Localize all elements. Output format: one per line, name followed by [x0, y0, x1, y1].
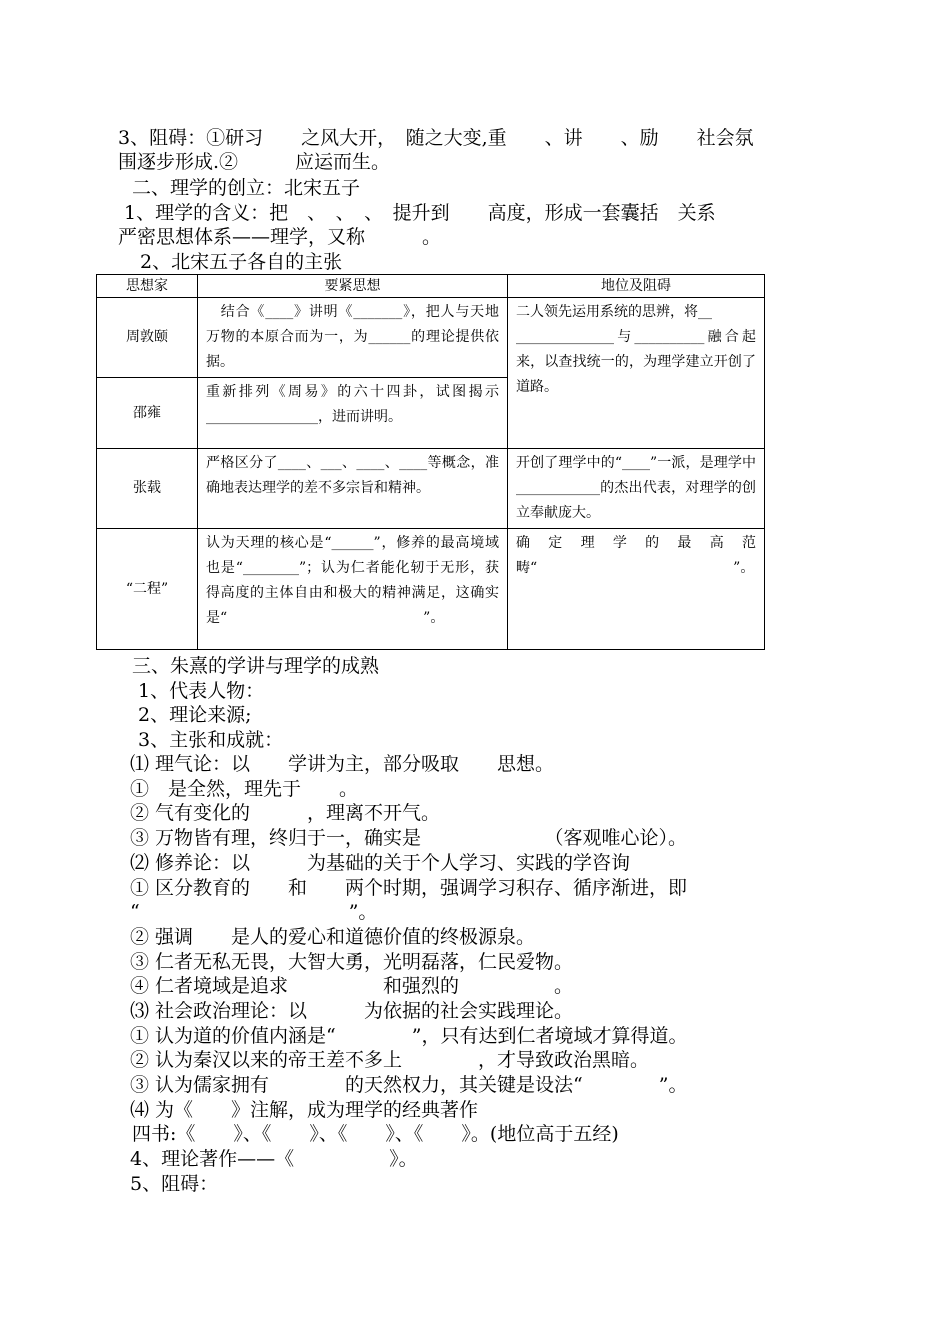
thinker-name: “二程”: [97, 529, 198, 650]
thinker-thought: 结合《____》讲明《_______》，把人与天地万物的本原合而为一，为______的理论提供依据。: [198, 298, 508, 378]
annotation-line: ⑷ 为《 》注解，成为理学的经典著作: [130, 1099, 479, 1121]
table-header-row: [97, 275, 765, 298]
politics-item-2: ② 认为秦汉以来的帝王差不多上 ，才导致政治黑暗。: [130, 1049, 650, 1071]
thinker-name: 周敦颐: [97, 298, 198, 378]
politics-item-3: ③ 认为儒家拥有 的天然权力，其关键是设法“ ”。: [130, 1074, 688, 1096]
representative-line: 1、代表人物：: [132, 680, 265, 702]
section-heading-founding: 二、理学的创立：北宋五子: [132, 177, 361, 199]
li-qi-item-1: ① 是全然，理先于 。: [130, 778, 359, 800]
works-line: 4、理论著作——《 》。: [130, 1148, 418, 1170]
politics-item-1: ① 认为道的价值内涵是“ ”，只有达到仁者境域才算得道。: [130, 1025, 688, 1047]
influence-line: 5、阻碍：: [130, 1173, 219, 1195]
thinkers-table: [96, 274, 765, 650]
thinker-thought: 重新排列《周易》的六十四卦，试图揭示________________，进而讲明。: [198, 378, 508, 449]
thinker-thought: 严格区分了____、___、____、____等概念，准确地表达理学的差不多宗旨和精神。: [198, 449, 508, 529]
li-qi-item-2: ② 气有变化的 ，理离不开气。: [130, 802, 441, 824]
claims-heading: 3、主张和成就：: [132, 729, 284, 751]
thinker-status: 开创了理学中的“____”一派，是理学中____________的杰出代表，对理学的创立奉献庞大。: [508, 449, 765, 529]
table-row: [97, 449, 765, 529]
thinker-thought: 认为天理的核心是“______”，修养的最高境域也是“________”；认为仁者能化轫于无形，获得高度的主体自由和极大的精神满足，这确实是“ ”。: [198, 529, 508, 650]
li-qi-item-3: ③ 万物皆有理，终归于一，确实是 （客观唯心论）。: [130, 827, 688, 849]
cultivation-item-1-cont: “ ”。: [130, 901, 378, 923]
meaning-line-2: 严密思想体系——理学，又称 。: [118, 226, 442, 248]
cultivation-heading: ⑵ 修养论：以 为基础的关于个人学习、实践的学咨询: [130, 852, 631, 874]
cultivation-item-3: ③ 仁者无私无畏，大智大勇，光明磊落，仁民爱物。: [130, 951, 574, 973]
four-books-line: 四书:《 》、《 》、《 》、《 》。(地位高于五经): [132, 1123, 619, 1145]
table-title: 2、北宋五子各自的主张: [140, 251, 343, 273]
theory-source-line: 2、理论来源;: [132, 704, 252, 726]
table-row: [97, 298, 765, 378]
meaning-line-1: 1、理学的含义：把 、 、 、 提升到 高度，形成一套囊括 关系: [124, 202, 716, 224]
obstacle-line-1: 3、阻碍：①研习 之风大开， 随之大变,重 、讲 、励 社会氛: [118, 127, 754, 149]
header-status: 地位及阻碍: [508, 275, 765, 298]
table-row: [97, 529, 765, 650]
header-thought: 要紧思想: [198, 275, 508, 298]
thinker-name: 张载: [97, 449, 198, 529]
thinker-status: 确定理学的最高范畴“ ”。: [508, 529, 765, 650]
politics-heading: ⑶ 社会政治理论：以 为依据的社会实践理论。: [130, 1000, 574, 1022]
section-heading-zhuxi: 三、朱熹的学讲与理学的成熟: [132, 655, 380, 677]
li-qi-heading: ⑴ 理气论：以 学讲为主，部分吸取 思想。: [130, 753, 555, 775]
thinker-name: 邵雍: [97, 378, 198, 449]
obstacle-line-2: 围逐步形成.② 应运而生。: [118, 151, 391, 173]
cultivation-item-1: ① 区分教育的 和 两个时期，强调学习积存、循序渐进，即: [130, 877, 688, 899]
cultivation-item-2: ② 强调 是人的爱心和道德价值的终极源泉。: [130, 926, 536, 948]
thinker-status-merged: 二人领先运用系统的思辨，将__ ______________与__________融合起来，以查找统一的，为理学建立开创了道路。: [508, 298, 765, 449]
cultivation-item-4: ④ 仁者境域是追求 和强烈的 。: [130, 975, 574, 997]
header-thinker: 思想家: [97, 275, 198, 298]
